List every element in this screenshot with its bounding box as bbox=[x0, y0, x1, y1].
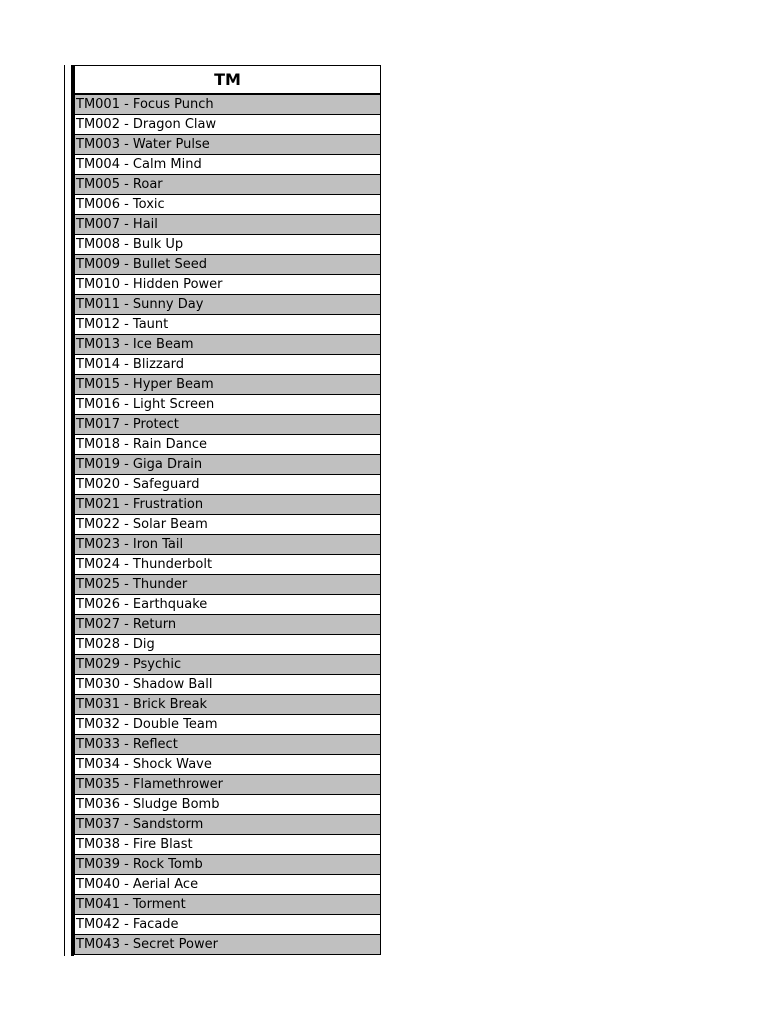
table-cell[interactable]: TM041 - Torment bbox=[75, 895, 381, 915]
table-row bbox=[75, 515, 381, 535]
table-cell[interactable]: TM013 - Ice Beam bbox=[75, 335, 381, 355]
table-row bbox=[75, 555, 381, 575]
table-cell[interactable]: TM004 - Calm Mind bbox=[75, 155, 381, 175]
table-row bbox=[75, 735, 381, 755]
table-row bbox=[75, 895, 381, 915]
table-cell[interactable]: TM009 - Bullet Seed bbox=[75, 255, 381, 275]
table-cell[interactable]: TM002 - Dragon Claw bbox=[75, 115, 381, 135]
table-row bbox=[75, 575, 381, 595]
table-cell[interactable]: TM010 - Hidden Power bbox=[75, 275, 381, 295]
table-row bbox=[75, 595, 381, 615]
table-cell[interactable]: TM026 - Earthquake bbox=[75, 595, 381, 615]
table-row bbox=[75, 355, 381, 375]
table-row bbox=[75, 935, 381, 955]
table-cell[interactable]: TM028 - Dig bbox=[75, 635, 381, 655]
table-cell[interactable]: TM033 - Reflect bbox=[75, 735, 381, 755]
table-row bbox=[75, 155, 381, 175]
table-cell[interactable]: TM031 - Brick Break bbox=[75, 695, 381, 715]
tm-table bbox=[74, 65, 381, 955]
table-row bbox=[75, 275, 381, 295]
table-row bbox=[75, 215, 381, 235]
table-row bbox=[75, 175, 381, 195]
table-cell[interactable]: TM035 - Flamethrower bbox=[75, 775, 381, 795]
table-row bbox=[75, 855, 381, 875]
table-cell[interactable]: TM025 - Thunder bbox=[75, 575, 381, 595]
table-cell[interactable]: TM024 - Thunderbolt bbox=[75, 555, 381, 575]
table-cell[interactable]: TM012 - Taunt bbox=[75, 315, 381, 335]
table-cell[interactable]: TM014 - Blizzard bbox=[75, 355, 381, 375]
table-row bbox=[75, 295, 381, 315]
table-cell[interactable]: TM043 - Secret Power bbox=[75, 935, 381, 955]
table-cell[interactable]: TM027 - Return bbox=[75, 615, 381, 635]
table-row bbox=[75, 435, 381, 455]
table-cell[interactable]: TM023 - Iron Tail bbox=[75, 535, 381, 555]
table-row bbox=[75, 635, 381, 655]
table-cell[interactable]: TM003 - Water Pulse bbox=[75, 135, 381, 155]
table-cell[interactable]: TM006 - Toxic bbox=[75, 195, 381, 215]
table-row bbox=[75, 815, 381, 835]
table-row bbox=[75, 835, 381, 855]
table-row bbox=[75, 615, 381, 635]
table-row bbox=[75, 535, 381, 555]
table-row bbox=[75, 135, 381, 155]
table-cell[interactable]: TM001 - Focus Punch bbox=[75, 94, 381, 115]
table-row bbox=[75, 375, 381, 395]
table-cell[interactable]: TM018 - Rain Dance bbox=[75, 435, 381, 455]
table-row bbox=[75, 195, 381, 215]
table-cell[interactable]: TM021 - Frustration bbox=[75, 495, 381, 515]
table-cell[interactable]: TM037 - Sandstorm bbox=[75, 815, 381, 835]
table-cell[interactable]: TM034 - Shock Wave bbox=[75, 755, 381, 775]
table-row bbox=[75, 775, 381, 795]
table-row bbox=[75, 315, 381, 335]
column-border-line bbox=[64, 65, 65, 956]
table-cell[interactable]: TM042 - Facade bbox=[75, 915, 381, 935]
table-cell[interactable]: TM039 - Rock Tomb bbox=[75, 855, 381, 875]
table-cell[interactable]: TM015 - Hyper Beam bbox=[75, 375, 381, 395]
table-body bbox=[75, 94, 381, 955]
table-cell[interactable]: TM019 - Giga Drain bbox=[75, 455, 381, 475]
table-row bbox=[75, 235, 381, 255]
table-row bbox=[75, 655, 381, 675]
table-cell[interactable]: TM030 - Shadow Ball bbox=[75, 675, 381, 695]
table-row bbox=[75, 395, 381, 415]
table-cell[interactable]: TM008 - Bulk Up bbox=[75, 235, 381, 255]
table-row bbox=[75, 875, 381, 895]
table-row bbox=[75, 915, 381, 935]
table-header-row bbox=[75, 66, 381, 95]
table-row bbox=[75, 94, 381, 115]
table-row bbox=[75, 415, 381, 435]
table-cell[interactable]: TM017 - Protect bbox=[75, 415, 381, 435]
table-row bbox=[75, 795, 381, 815]
table-cell[interactable]: TM032 - Double Team bbox=[75, 715, 381, 735]
table-cell[interactable]: TM005 - Roar bbox=[75, 175, 381, 195]
table-row bbox=[75, 675, 381, 695]
table-cell[interactable]: TM022 - Solar Beam bbox=[75, 515, 381, 535]
table-row bbox=[75, 335, 381, 355]
table-cell[interactable]: TM020 - Safeguard bbox=[75, 475, 381, 495]
table-cell[interactable]: TM038 - Fire Blast bbox=[75, 835, 381, 855]
table-cell[interactable]: TM011 - Sunny Day bbox=[75, 295, 381, 315]
table-row bbox=[75, 255, 381, 275]
table-cell[interactable]: TM029 - Psychic bbox=[75, 655, 381, 675]
table-row bbox=[75, 475, 381, 495]
table-row bbox=[75, 695, 381, 715]
table-row bbox=[75, 455, 381, 475]
table-cell[interactable]: TM036 - Sludge Bomb bbox=[75, 795, 381, 815]
table-cell[interactable]: TM007 - Hail bbox=[75, 215, 381, 235]
table-cell[interactable]: TM040 - Aerial Ace bbox=[75, 875, 381, 895]
table-row bbox=[75, 755, 381, 775]
table-row bbox=[75, 495, 381, 515]
table-cell[interactable]: TM016 - Light Screen bbox=[75, 395, 381, 415]
table-row bbox=[75, 115, 381, 135]
table-header-tm[interactable]: TM bbox=[75, 66, 381, 95]
table-row bbox=[75, 715, 381, 735]
